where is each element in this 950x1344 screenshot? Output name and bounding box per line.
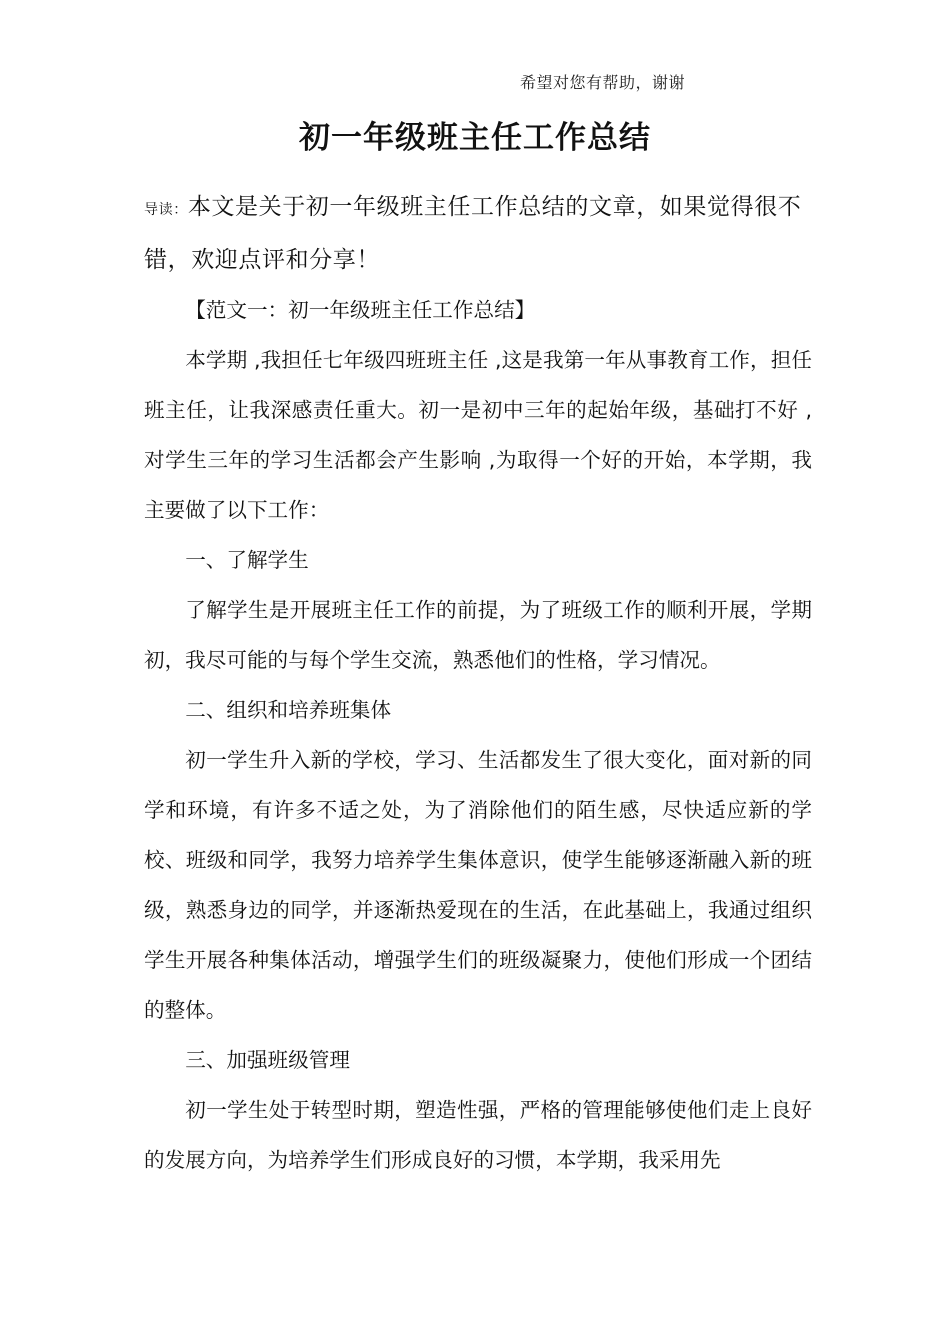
section-heading-2: 二、组织和培养班集体: [185, 698, 392, 722]
lead-text: 本文是关于初一年级班主任工作总结的文章，如果觉得很不错，欢迎点评和分享！: [144, 194, 802, 273]
section-paragraph-3: 初一学生处于转型时期，塑造性强，严格的管理能够使他们走上良好的发展方向，为培养学生们形成良好的习惯，本学期，我采用先: [144, 1098, 812, 1172]
lead-paragraph: [144, 182, 812, 285]
intro-paragraph: 本学期 ,我担任七年级四班班主任 ,这是我第一年从事教育工作，担任班主任，让我深感责任重大。初一是初中三年的起始年级，基础打不好 ,对学生三年的学习生活都会产生影响 ,为取得一个好的开始，本学期，我主要做了以下工作：: [144, 348, 812, 522]
section-paragraph-2: 初一学生升入新的学校，学习、生活都发生了很大变化，面对新的同学和环境，有许多不适之处，为了消除他们的陌生感，尽快适应新的学校、班级和同学，我努力培养学生集体意识，使学生能够逐渐融入新的班级，熟悉身边的同学，并逐渐热爱现在的生活，在此基础上，我通过组织学生开展各种集体活动，增强学生们的班级凝聚力，使他们形成一个团结的整体。: [144, 748, 812, 1022]
document-body: [144, 182, 812, 1185]
sample-heading: 【范文一：初一年级班主任工作总结】: [185, 298, 536, 322]
header-note: 希望对您有帮助，谢谢: [520, 73, 686, 92]
section-heading-3: 三、加强班级管理: [185, 1048, 350, 1072]
lead-label: 导读：: [144, 202, 188, 218]
page-title: 初一年级班主任工作总结: [299, 120, 651, 156]
section-heading-1: 一、了解学生: [185, 548, 309, 572]
section-paragraph-1: 了解学生是开展班主任工作的前提，为了班级工作的顺利开展，学期初，我尽可能的与每个学生交流，熟悉他们的性格，学习情况。: [144, 598, 812, 672]
